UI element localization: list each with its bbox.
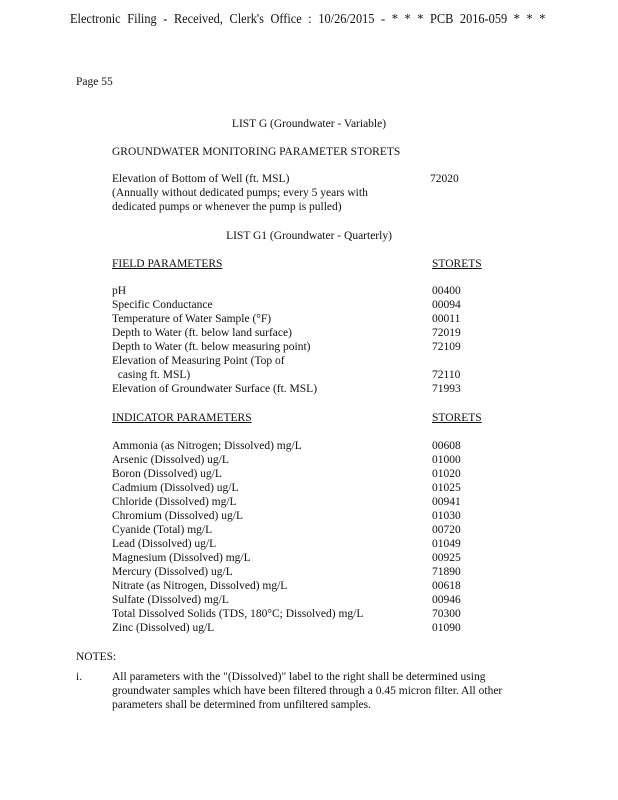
- parameter-name: Elevation of Measuring Point (Top of: [112, 355, 285, 367]
- parameter-storet: 72019: [432, 327, 461, 339]
- parameter-name: Ammonia (as Nitrogen; Dissolved) mg/L: [112, 440, 302, 452]
- parameter-name: pH: [112, 285, 127, 297]
- parameter-storet: 01025: [432, 482, 461, 494]
- parameter-storet: 00941: [432, 496, 461, 508]
- parameter-name: Arsenic (Dissolved) ug/L: [112, 454, 229, 466]
- parameter-name: Depth to Water (ft. below measuring point): [112, 341, 311, 353]
- parameter-name: Zinc (Dissolved) ug/L: [112, 622, 215, 634]
- parameter-storet: 70300: [432, 608, 461, 620]
- parameter-storet: 72109: [432, 341, 461, 353]
- parameter-name: Sulfate (Dissolved) mg/L: [112, 594, 229, 606]
- note-line: All parameters with the "(Dissolved)" label to the right shall be determined using: [112, 671, 486, 683]
- parameter-storet: 01030: [432, 510, 461, 522]
- list-g-title: LIST G (Groundwater - Variable): [231, 118, 387, 130]
- list-g1-title: LIST G1 (Groundwater - Quarterly): [226, 230, 392, 242]
- parameter-name: Temperature of Water Sample (°F): [112, 313, 272, 325]
- note-marker: i.: [76, 671, 83, 683]
- parameter-storet: 00400: [432, 285, 461, 297]
- field-parameters-heading: FIELD PARAMETERS: [112, 258, 223, 270]
- note-line: groundwater samples which have been filtered through a 0.45 micron filter. All other: [112, 685, 503, 697]
- parameter-name: Cyanide (Total) mg/L: [112, 524, 213, 536]
- parameter-storet: 00011: [432, 313, 461, 325]
- parameter-storet: 01090: [432, 622, 461, 634]
- parameter-name: Magnesium (Dissolved) mg/L: [112, 552, 251, 564]
- parameter-name: Total Dissolved Solids (TDS, 180°C; Dissolved) mg/L: [112, 608, 364, 620]
- parameter-name: Mercury (Dissolved) ug/L: [112, 566, 233, 578]
- parameter-storet: 71993: [432, 383, 461, 395]
- parameter-storet: 01000: [432, 454, 461, 466]
- parameter-name: Specific Conductance: [112, 299, 213, 311]
- notes-heading: NOTES:: [76, 651, 117, 663]
- parameter-name: Cadmium (Dissolved) ug/L: [112, 482, 239, 494]
- parameter-name: Chloride (Dissolved) mg/L: [112, 496, 237, 508]
- parameter-name: Lead (Dissolved) ug/L: [112, 538, 217, 550]
- parameter-storet: 00720: [432, 524, 461, 536]
- parameter-name: Boron (Dissolved) ug/L: [112, 468, 222, 480]
- elevation-storet: 72020: [430, 173, 459, 185]
- field-storets-heading: STORETS: [432, 258, 482, 270]
- parameter-storet: 00094: [432, 299, 461, 311]
- filing-header: Electronic Filing - Received, Clerk's Office : 10/26/2015 - * * * PCB 2016-059 * * *: [70, 12, 546, 27]
- parameter-name: Nitrate (as Nitrogen, Dissolved) mg/L: [112, 580, 288, 592]
- parameter-name: Chromium (Dissolved) ug/L: [112, 510, 243, 522]
- parameter-name: Elevation of Groundwater Surface (ft. MSL): [112, 383, 318, 395]
- indicator-parameters-heading: INDICATOR PARAMETERS: [112, 412, 252, 424]
- section-title: GROUNDWATER MONITORING PARAMETER STORETS: [112, 146, 401, 158]
- parameter-storet: 00618: [432, 580, 461, 592]
- parameter-storet: 00925: [432, 552, 461, 564]
- elevation-line: Elevation of Bottom of Well (ft. MSL): [112, 173, 290, 185]
- parameter-storet: 01020: [432, 468, 461, 480]
- page-label: Page 55: [76, 76, 113, 88]
- parameter-name: casing ft. MSL): [112, 369, 191, 381]
- parameter-storet: 01049: [432, 538, 461, 550]
- parameter-storet: 00608: [432, 440, 461, 452]
- note-line: parameters shall be determined from unfiltered samples.: [112, 699, 371, 711]
- parameter-storet: 72110: [432, 369, 461, 381]
- parameter-storet: 00946: [432, 594, 461, 606]
- elevation-line: (Annually without dedicated pumps; every 5 years with: [112, 187, 368, 199]
- elevation-line: dedicated pumps or whenever the pump is pulled): [112, 201, 342, 213]
- indicator-storets-heading: STORETS: [432, 412, 482, 424]
- parameter-name: Depth to Water (ft. below land surface): [112, 327, 292, 339]
- parameter-storet: 71890: [432, 566, 461, 578]
